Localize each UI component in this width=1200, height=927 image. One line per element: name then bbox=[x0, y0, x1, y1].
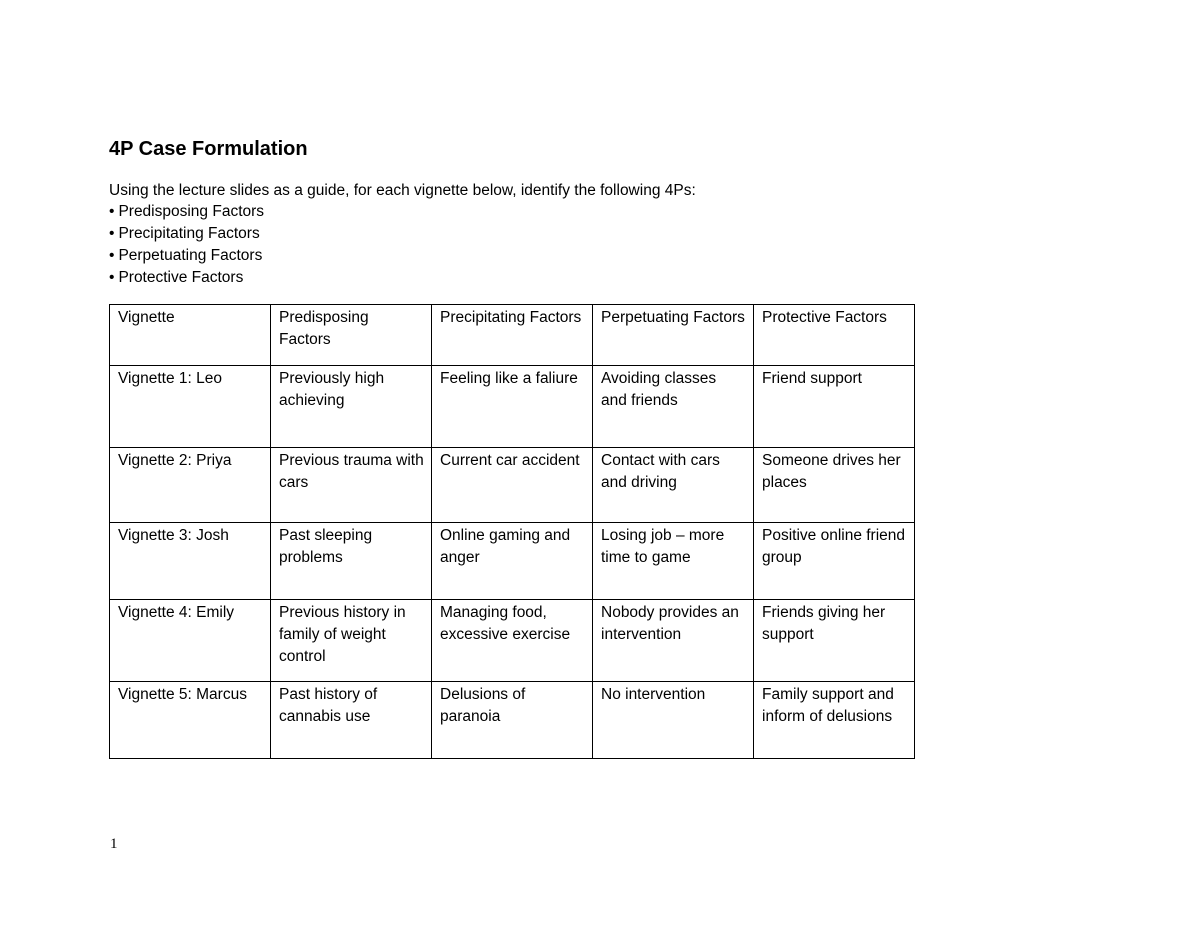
cell-vignette: Vignette 5: Marcus bbox=[110, 682, 271, 759]
cell-vignette: Vignette 4: Emily bbox=[110, 600, 271, 682]
cell-perpetuating: Contact with cars and driving bbox=[593, 448, 754, 523]
cell-perpetuating: Nobody provides an intervention bbox=[593, 600, 754, 682]
factor-list-item: • Predisposing Factors bbox=[109, 201, 264, 223]
cell-protective: Positive online friend group bbox=[754, 523, 915, 600]
cell-precipitating: Online gaming and anger bbox=[432, 523, 593, 600]
cell-precipitating: Feeling like a faliure bbox=[432, 366, 593, 448]
cell-precipitating: Delusions of paranoia bbox=[432, 682, 593, 759]
factor-list-item: • Precipitating Factors bbox=[109, 223, 264, 245]
document-title: 4P Case Formulation bbox=[109, 138, 308, 160]
cell-vignette: Vignette 2: Priya bbox=[110, 448, 271, 523]
page-number: 1 bbox=[110, 836, 118, 852]
cell-predisposing: Previous history in family of weight control bbox=[271, 600, 432, 682]
cell-perpetuating: Avoiding classes and friends bbox=[593, 366, 754, 448]
table-row bbox=[110, 448, 915, 523]
cell-protective: Someone drives her places bbox=[754, 448, 915, 523]
cell-vignette: Vignette 1: Leo bbox=[110, 366, 271, 448]
table-header-row bbox=[110, 305, 915, 366]
cell-precipitating: Managing food, excessive exercise bbox=[432, 600, 593, 682]
cell-perpetuating: Losing job – more time to game bbox=[593, 523, 754, 600]
cell-protective: Friends giving her support bbox=[754, 600, 915, 682]
cell-protective: Friend support bbox=[754, 366, 915, 448]
header-cell-predisposing: Predisposing Factors bbox=[271, 305, 432, 366]
cell-vignette: Vignette 3: Josh bbox=[110, 523, 271, 600]
table-row bbox=[110, 682, 915, 759]
cell-predisposing: Previous trauma with cars bbox=[271, 448, 432, 523]
factor-list-item: • Protective Factors bbox=[109, 267, 264, 289]
factor-list bbox=[109, 201, 264, 289]
case-formulation-table bbox=[109, 304, 915, 759]
table-row bbox=[110, 600, 915, 682]
header-cell-vignette: Vignette bbox=[110, 305, 271, 366]
table-row bbox=[110, 366, 915, 448]
cell-predisposing: Previously high achieving bbox=[271, 366, 432, 448]
header-cell-perpetuating: Perpetuating Factors bbox=[593, 305, 754, 366]
cell-protective: Family support and inform of delusions bbox=[754, 682, 915, 759]
factor-list-item: • Perpetuating Factors bbox=[109, 245, 264, 267]
cell-predisposing: Past history of cannabis use bbox=[271, 682, 432, 759]
cell-precipitating: Current car accident bbox=[432, 448, 593, 523]
header-cell-precipitating: Precipitating Factors bbox=[432, 305, 593, 366]
header-cell-protective: Protective Factors bbox=[754, 305, 915, 366]
cell-perpetuating: No intervention bbox=[593, 682, 754, 759]
table-row bbox=[110, 523, 915, 600]
cell-predisposing: Past sleeping problems bbox=[271, 523, 432, 600]
instructions-text: Using the lecture slides as a guide, for each vignette below, identify the following 4Ps: bbox=[109, 182, 696, 199]
